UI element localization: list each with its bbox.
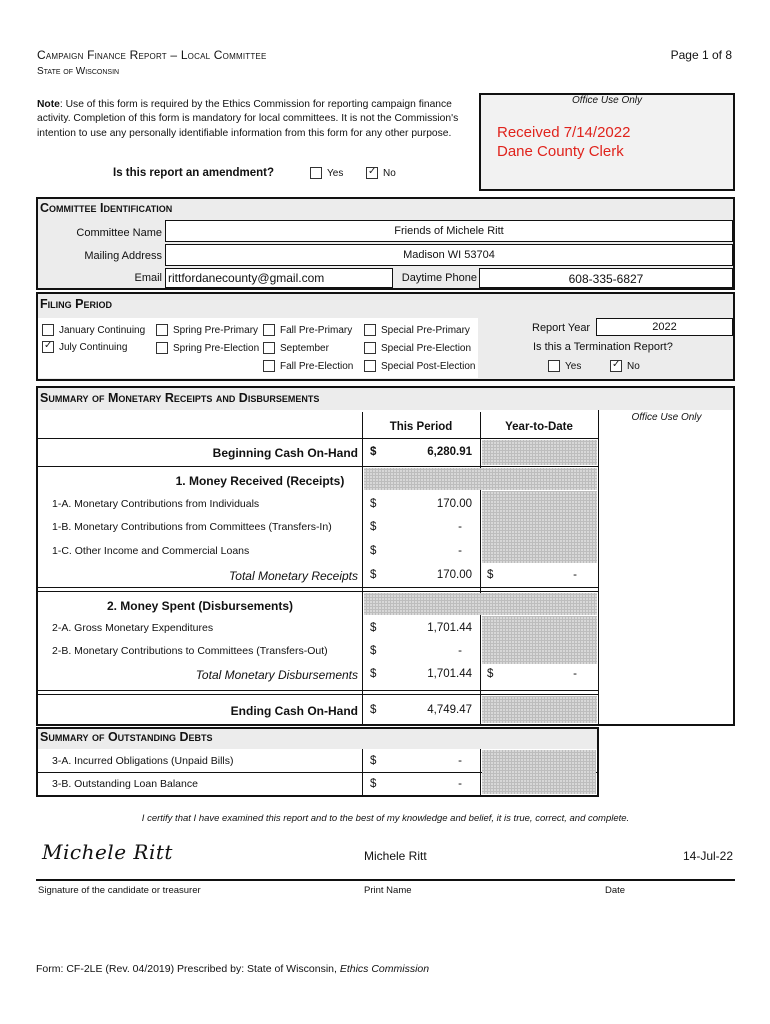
spent-header-hatch	[364, 593, 597, 615]
signature-label: Signature of the candidate or treasurer	[38, 885, 201, 896]
filing-special-election-checkbox[interactable]	[364, 342, 376, 354]
row-1b-label: 1-B. Monetary Contributions from Committees (Transfers-In)	[52, 521, 332, 533]
filing-period-title: Filing Period	[40, 297, 112, 311]
row-line	[38, 591, 598, 592]
dollar-sign: $	[370, 569, 377, 581]
stamp-line-2: Dane County Clerk	[497, 143, 624, 160]
email-label: Email	[134, 272, 162, 284]
form-footer-text: Form: CF-2LE (Rev. 04/2019) Prescribed by: State of Wisconsin,	[36, 963, 340, 975]
amendment-no[interactable]	[366, 167, 396, 179]
termination-yes-checkbox[interactable]	[548, 360, 560, 372]
total-disbursements-value[interactable]: 1,701.44	[427, 668, 472, 680]
filing-fall-primary-checkbox[interactable]	[263, 324, 275, 336]
filing-july-label: July Continuing	[59, 341, 128, 353]
stamp-line-1: Received 7/14/2022	[497, 124, 631, 141]
dollar-sign: $	[370, 645, 377, 657]
row-line	[38, 466, 598, 467]
dollar-sign: $	[487, 668, 494, 680]
row-3b-label: 3-B. Outstanding Loan Balance	[52, 778, 198, 790]
filing-spring-primary-label: Spring Pre-Primary	[173, 324, 259, 336]
filing-special-post-label: Special Post-Election	[381, 360, 476, 372]
usage-note	[37, 98, 477, 141]
mailing-address-label: Mailing Address	[84, 250, 162, 262]
filing-spring-primary-checkbox[interactable]	[156, 324, 168, 336]
form-footer	[36, 963, 429, 975]
print-name-label: Print Name	[364, 885, 412, 896]
certification-statement: I certify that I have examined this report and to the best of my knowledge and belief, it is true, correct, and complete.	[141, 813, 630, 824]
daytime-phone-field[interactable]: 608-335-6827	[479, 268, 733, 288]
note-text: : Use of this form is required by the Ethics Commission for reporting campaign finance activity. Completion of this form is mandatory for local committees. It is not the Commission's intention to use any personally identifiable information from this form for any other purpose.	[37, 99, 459, 139]
filing-fall-election-label: Fall Pre-Election	[280, 360, 354, 372]
debts-ytd-hatch	[482, 750, 596, 794]
office-use-label: Office Use Only	[571, 95, 643, 106]
termination-question: Is this a Termination Report?	[533, 341, 673, 353]
amendment-yes[interactable]	[310, 167, 343, 179]
row-3a-value[interactable]: -	[458, 755, 462, 767]
row-2b-label: 2-B. Monetary Contributions to Committees (Transfers-Out)	[52, 645, 328, 657]
filing-special-primary-checkbox[interactable]	[364, 324, 376, 336]
committee-name-field[interactable]: Friends of Michele Ritt	[165, 220, 733, 242]
ending-cash-value[interactable]: 4,749.47	[427, 704, 472, 716]
col-line-1	[362, 412, 363, 724]
beginning-cash-label: Beginning Cash On-Hand	[212, 446, 358, 460]
dollar-sign: $	[370, 498, 377, 510]
filing-spring-election-label: Spring Pre-Election	[173, 342, 260, 354]
row-2b-value[interactable]: -	[458, 645, 462, 657]
row-line	[38, 694, 598, 695]
filing-july[interactable]	[42, 341, 127, 353]
filing-july-checkbox[interactable]	[42, 341, 54, 353]
row-2a-label: 2-A. Gross Monetary Expenditures	[52, 622, 214, 634]
ytd-receipts-hatch	[482, 491, 597, 563]
dollar-sign: $	[370, 668, 377, 680]
termination-no-checkbox[interactable]	[610, 360, 622, 372]
total-disbursements-ytd[interactable]: -	[573, 668, 577, 680]
row-3b-value[interactable]: -	[458, 778, 462, 790]
filing-special-post[interactable]	[364, 360, 476, 372]
row-1c-label: 1-C. Other Income and Commercial Loans	[52, 545, 250, 557]
email-field[interactable]: rittfordanecounty@gmail.com	[165, 268, 393, 288]
filing-special-election[interactable]	[364, 342, 471, 354]
ytd-ending-hatch	[482, 696, 597, 723]
filing-september[interactable]	[263, 342, 329, 354]
committee-section-title: Committee Identification	[40, 201, 173, 215]
ending-cash-label: Ending Cash On-Hand	[230, 704, 358, 718]
note-label: Note	[37, 99, 60, 110]
total-disbursements-label: Total Monetary Disbursements	[195, 668, 358, 682]
spent-header: 2. Money Spent (Disbursements)	[106, 599, 294, 613]
filing-spring-election-checkbox[interactable]	[156, 342, 168, 354]
row-line	[38, 438, 598, 439]
dollar-sign: $	[370, 755, 377, 767]
date-value[interactable]: 14-Jul-22	[682, 849, 733, 863]
row-1b-value[interactable]: -	[458, 521, 462, 533]
filing-special-primary-label: Special Pre-Primary	[381, 324, 470, 336]
filing-january-checkbox[interactable]	[42, 324, 54, 336]
form-subtitle: State of Wisconsin	[37, 66, 120, 77]
amendment-no-checkbox[interactable]	[366, 167, 378, 179]
dollar-sign: $	[370, 704, 377, 716]
filing-spring-election[interactable]	[156, 342, 259, 354]
print-name-value[interactable]: Michele Ritt	[364, 849, 427, 863]
filing-special-election-label: Special Pre-Election	[381, 342, 472, 354]
filing-september-checkbox[interactable]	[263, 342, 275, 354]
report-year-label: Report Year	[532, 322, 591, 334]
signature-image: Michele Ritt	[42, 840, 173, 864]
filing-january-label: January Continuing	[59, 324, 146, 336]
row-1a-value[interactable]: 170.00	[436, 498, 472, 510]
signature-line	[36, 879, 735, 881]
filing-fall-primary-label: Fall Pre-Primary	[280, 324, 353, 336]
termination-no[interactable]	[610, 360, 640, 372]
committee-name-label: Committee Name	[76, 227, 162, 239]
total-receipts-label: Total Monetary Receipts	[229, 569, 358, 583]
summary-office-use-label: Office Use Only	[631, 412, 702, 423]
filing-fall-election[interactable]	[263, 360, 353, 372]
form-footer-agency: Ethics Commission	[339, 963, 430, 975]
date-label: Date	[605, 885, 626, 896]
dollar-sign: $	[487, 569, 494, 581]
termination-yes-label: Yes	[565, 360, 582, 372]
received-header: 1. Money Received (Receipts)	[175, 474, 345, 488]
dollar-sign: $	[370, 545, 377, 557]
summary-office-use-area	[599, 410, 733, 724]
dollar-sign: $	[370, 521, 377, 533]
amendment-question: Is this report an amendment?	[113, 167, 275, 179]
office-use-box	[479, 93, 735, 191]
form-title: Campaign Finance Report – Local Committee	[37, 48, 267, 62]
ytd-spent-hatch	[482, 616, 597, 664]
col-this-period: This Period	[389, 421, 453, 433]
summary-section-title: Summary of Monetary Receipts and Disbursements	[40, 391, 320, 405]
row-line	[38, 690, 598, 691]
termination-yes[interactable]	[548, 360, 581, 372]
beginning-cash-value[interactable]: 6,280.91	[427, 446, 472, 458]
filing-fall-election-checkbox[interactable]	[263, 360, 275, 372]
filing-january[interactable]	[42, 324, 145, 336]
filing-special-primary[interactable]	[364, 324, 470, 336]
report-year-field[interactable]: 2022	[596, 318, 733, 336]
filing-special-post-checkbox[interactable]	[364, 360, 376, 372]
office-divider	[598, 410, 599, 724]
row-3a-label: 3-A. Incurred Obligations (Unpaid Bills)	[52, 755, 234, 767]
col-line-2	[480, 412, 481, 724]
total-receipts-value[interactable]: 170.00	[436, 569, 472, 581]
row-2a-value[interactable]: 1,701.44	[427, 622, 472, 634]
amendment-no-label: No	[383, 167, 396, 179]
mailing-address-field[interactable]: Madison WI 53704	[165, 244, 733, 266]
dollar-sign: $	[370, 622, 377, 634]
filing-fall-primary[interactable]	[263, 324, 352, 336]
amendment-yes-label: Yes	[327, 167, 344, 179]
page-number: Page 1 of 8	[670, 48, 732, 62]
row-1a-label: 1-A. Monetary Contributions from Individuals	[52, 498, 260, 510]
row-1c-value[interactable]: -	[458, 545, 462, 557]
filing-september-label: September	[280, 342, 329, 354]
received-stamp	[497, 123, 630, 161]
amendment-yes-checkbox[interactable]	[310, 167, 322, 179]
dollar-sign: $	[370, 446, 377, 458]
col-year-to-date: Year-to-Date	[505, 421, 573, 433]
debts-section-title: Summary of Outstanding Debts	[40, 730, 213, 744]
ytd-beginning-hatch	[482, 440, 597, 465]
row-line	[38, 587, 598, 588]
total-receipts-ytd[interactable]: -	[573, 569, 577, 581]
termination-no-label: No	[627, 360, 640, 372]
filing-spring-primary[interactable]	[156, 324, 258, 336]
daytime-phone-label: Daytime Phone	[401, 272, 477, 284]
dollar-sign: $	[370, 778, 377, 790]
